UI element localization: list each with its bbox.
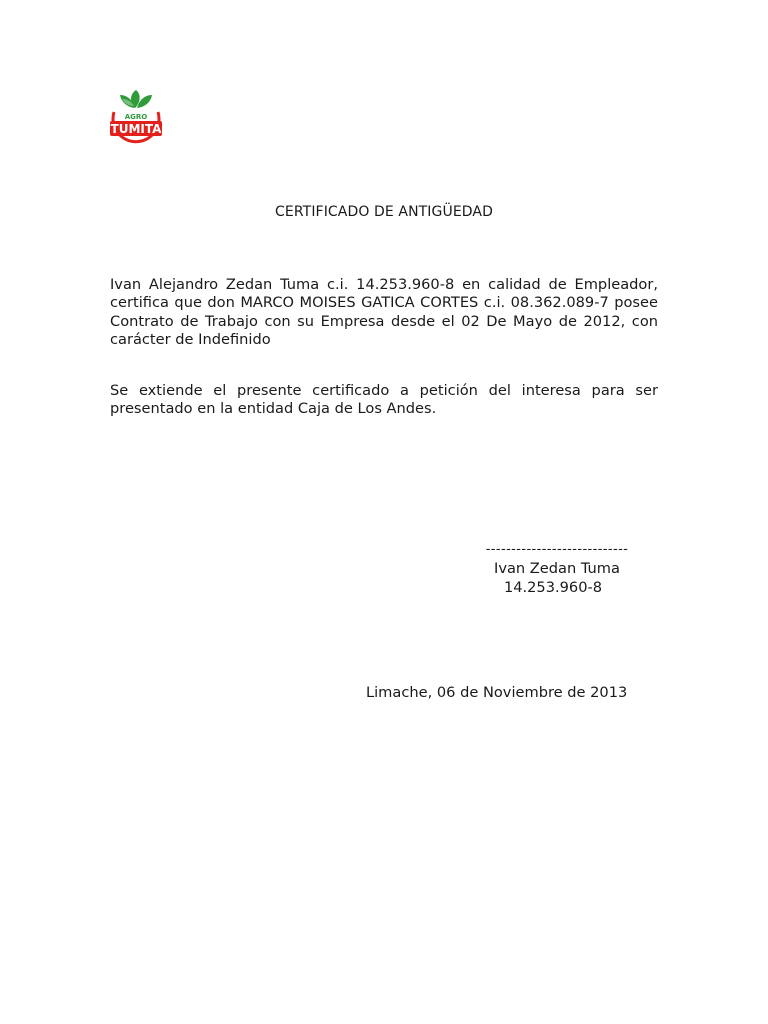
certificate-body-paragraph: Ivan Alejandro Zedan Tuma c.i. 14.253.960-8 en calidad de Empleador, certifica que don MARCO MOISES GATICA CORTES c.i. 08.362.089-7 posee Contrato de Trabajo con su Empresa desde el 02 De Mayo de 2012, con carácter de Indefinido (110, 276, 658, 349)
document-title: CERTIFICADO DE ANTIGÜEDAD (275, 204, 493, 220)
signer-id: 14.253.960-8 (503, 579, 603, 596)
place-and-date: Limache, 06 de Noviembre de 2013 (366, 684, 628, 701)
svg-text:AGRO: AGRO (124, 113, 148, 121)
agro-tumita-logo-icon (104, 82, 168, 156)
svg-text:TUMITA: TUMITA (110, 122, 162, 136)
signer-name: Ivan Zedan Tuma (494, 560, 620, 577)
company-logo (104, 82, 168, 156)
signature-block (440, 540, 674, 597)
signature-line: ---------------------------- (485, 542, 629, 557)
certificate-purpose-paragraph: Se extiende el presente certificado a petición del interesa para ser presentado en la entidad Caja de Los Andes. (110, 382, 658, 418)
